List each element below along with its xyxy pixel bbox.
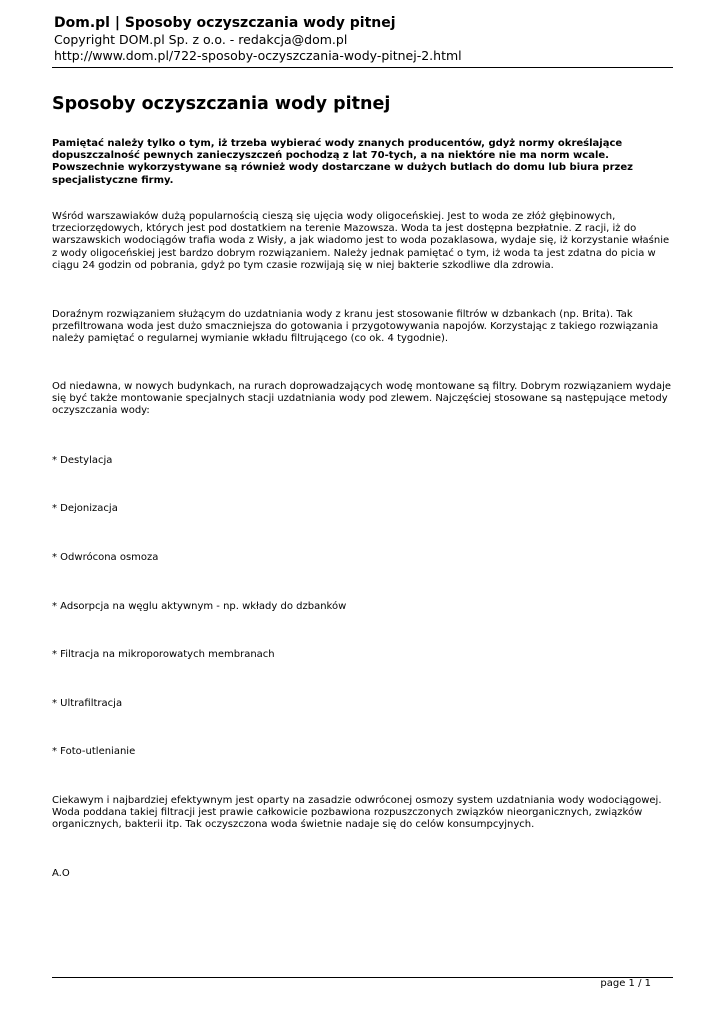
body-paragraph: Doraźnym rozwiązaniem służącym do uzdatniania wody z kranu jest stosowanie filtrów w dzbankach (np. Brita). Tak przefiltrowana woda jest dużo smaczniejsza do gotowania i przygotowywania napojów. Korzystając z takiego rozwiązania należy pamiętać o regularnej wymianie wkładu filtrującego (co ok. 4 tygodnie). bbox=[52, 309, 659, 345]
method-item: * Adsorpcja na węglu aktywnym - np. wkłady do dzbanków bbox=[52, 601, 347, 612]
site-title: Dom.pl | Sposoby oczyszczania wody pitnej bbox=[54, 15, 396, 31]
method-item: * Destylacja bbox=[52, 455, 113, 466]
article-title: Sposoby oczyszczania wody pitnej bbox=[52, 94, 391, 114]
body-paragraph: Od niedawna, w nowych budynkach, na rurach doprowadzających wodę montowane są filtry. Dobrym rozwiązaniem wydaje się być także montowanie specjalnych stacji uzdatniania wody pod zlewem. Najczęściej stosowane są następujące metody oczyszczania wody: bbox=[52, 381, 672, 417]
method-item: * Odwrócona osmoza bbox=[52, 552, 159, 563]
method-item: * Foto-utlenianie bbox=[52, 746, 136, 757]
author-initials: A.O bbox=[52, 868, 70, 879]
header-divider bbox=[52, 67, 673, 68]
source-url: http://www.dom.pl/722-sposoby-oczyszczania-wody-pitnej-2.html bbox=[54, 48, 462, 63]
method-item: * Dejonizacja bbox=[52, 503, 118, 514]
method-item: * Filtracja na mikroporowatych membranach bbox=[52, 649, 275, 660]
document-header bbox=[54, 14, 674, 64]
footer-divider bbox=[52, 977, 673, 978]
page-number: page 1 / 1 bbox=[600, 978, 651, 989]
copyright-line: Copyright DOM.pl Sp. z o.o. - redakcja@dom.pl bbox=[54, 32, 348, 47]
method-item: * Ultrafiltracja bbox=[52, 698, 123, 709]
body-paragraph: Wśród warszawiaków dużą popularnością cieszą się ujęcia wody oligoceńskiej. Jest to woda ze złóż głębinowych, trzeciorzędowych, których jest pod dostatkiem na terenie Mazowsza. Woda ta jest dostępna bezpłatnie. Z racji, iż do warszawskich wodociągów trafia woda z Wisły, a jak wiadomo jest to woda pozaklasowa, wydaje się, iż korzystanie właśnie z wody oligoceńskiej jest bardzo dobrym rozwiązaniem. Należy jednak pamiętać o tym, iż woda ta jest zdatna do picia w ciągu 24 godzin od pobrania, gdyż po tym czasie rozwijają się w niej bakterie szkodliwe dla zdrowia. bbox=[52, 211, 670, 271]
closing-paragraph: Ciekawym i najbardziej efektywnym jest oparty na zasadzie odwróconej osmozy system uzdatniania wody wodociągowej. Woda poddana takiej filtracji jest prawie całkowicie pozbawiona rozpuszczonych związków nieorganicznych, związków organicznych, bakterii itp. Tak oczyszczona woda świetnie nadaje się do celów konsumpcyjnych. bbox=[52, 795, 662, 831]
lead-paragraph: Pamiętać należy tylko o tym, iż trzeba wybierać wody znanych producentów, gdyż normy określające dopuszczalność pewnych zanieczyszczeń pochodzą z lat 70-tych, a na niektóre nie ma norm wcale. Powszechnie wykorzystywane są również wody dostarczane w dużych butlach do domu lub biura przez specjalistyczne firmy. bbox=[52, 138, 633, 186]
